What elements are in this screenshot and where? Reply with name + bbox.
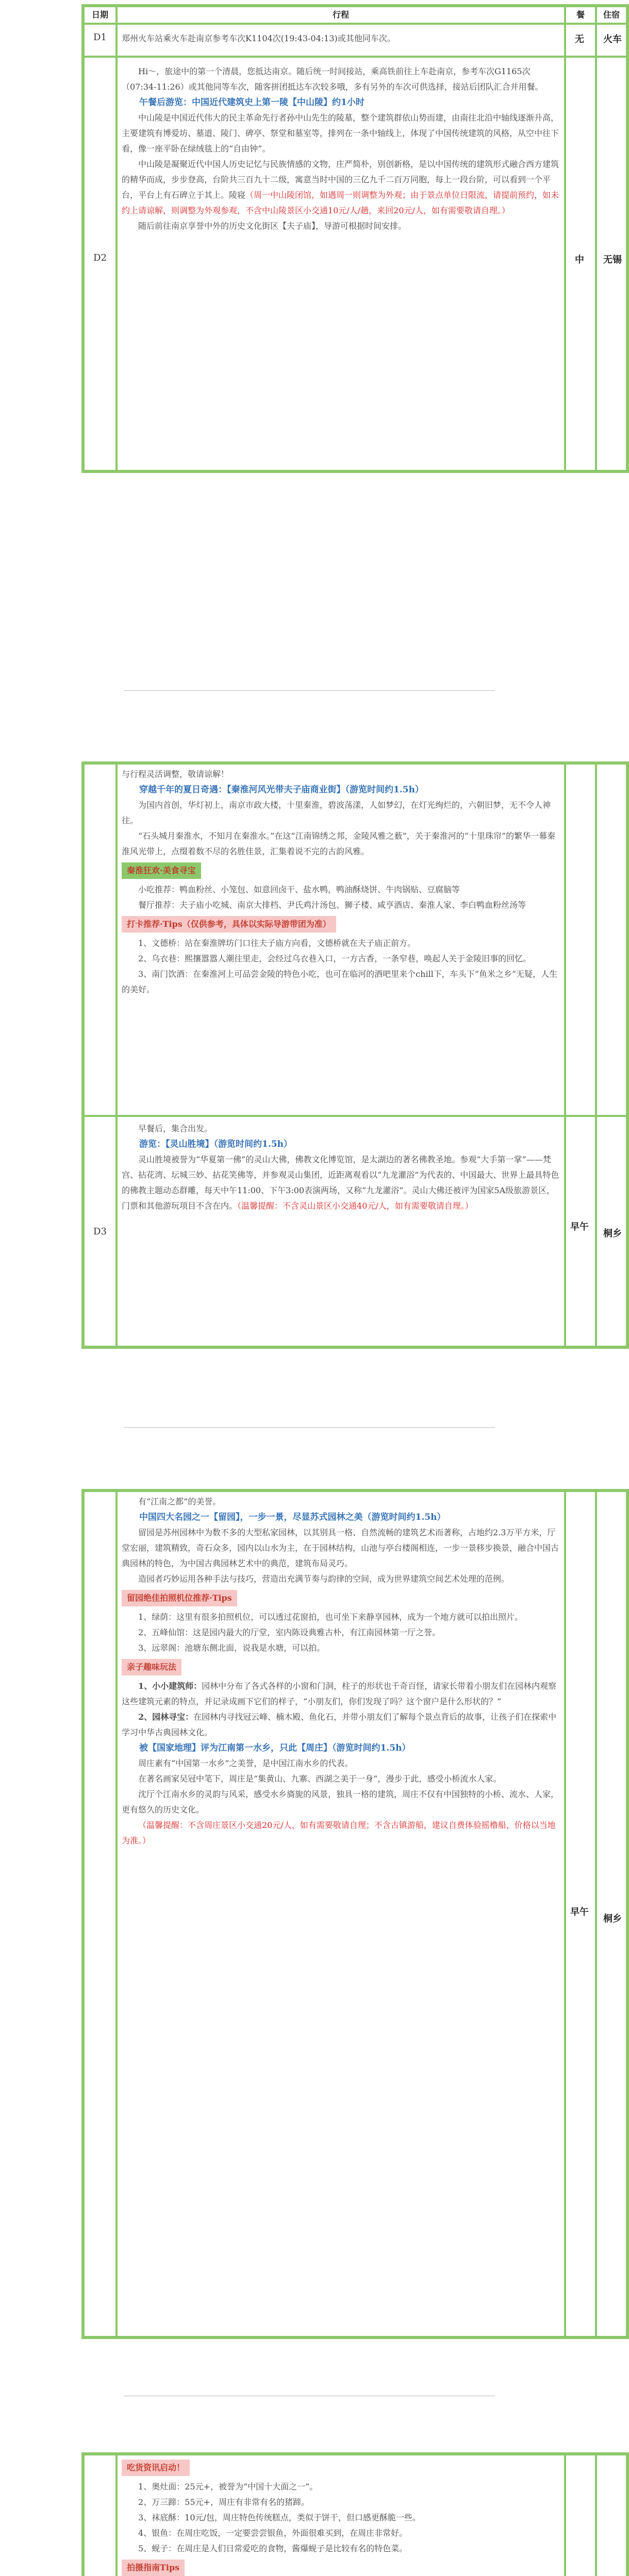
d2-paragraph-2: 中山陵是中国近代伟大的民主革命先行者孙中山先生的陵墓，整个建筑群依山势而建，由南往北沿中轴线逐渐升高，主要建筑有博爱坊、墓道、陵门、碑亭、祭堂和墓室等，排列在一条中轴线上，体现了中国传统建筑的风格，从空中往下看，像一座平卧在绿绒毯上的“自由钟”。 [122, 113, 559, 154]
d3b-meal: 早午 [570, 1907, 589, 1918]
d3-red-note: （温馨提醒：不含灵山景区小交通40元/人，如有需要敬请自理。） [237, 1201, 473, 1211]
page3-tip-3: 3、远翠阁：池塘东侧北面，说我是水塘，可以拍。 [138, 1643, 325, 1653]
tag-foodie: 吃货资讯启动！ [122, 2460, 190, 2476]
d2-day: D2 [93, 252, 107, 263]
page3-tip-2: 2、五峰仙馆：这是园内最大的厅堂，室内陈设典雅古朴，有江南园林第一厅之誉。 [138, 1628, 441, 1637]
page3-paragraph-5: 沈厅个江南水乡的灵韵与风采，感受水乡旖旎的风景，独具一格的建筑，周庄不仅有中国独特的小桥、流水、人家，更有悠久的历史文化。 [122, 1789, 559, 1815]
page3-red-note: （温馨提醒：不含周庄景区小交通20元/人，如有需要敬请自理；不含古镇游船，建议自费体验摇橹船，价格以当地为准。） [122, 1820, 556, 1845]
tag-kids: 亲子趣味玩法 [122, 1659, 181, 1675]
page4-food-4: 4、银鱼：在周庄吃饭，一定要尝尝银鱼，外面很难买到，在周庄非常好。 [138, 2528, 408, 2538]
page3-intro: 有“江南之都”的美誉。 [138, 1497, 221, 1506]
tag-liuyuan-photo: 留园绝佳拍照机位推荐·Tips [122, 1590, 237, 1606]
header-meal: 餐 [576, 10, 585, 20]
header-day: 日期 [91, 10, 108, 20]
page2-title-qinhuai: 穿越千年的夏日奇遇：【秦淮河风光带夫子庙商业街】（游览时间约1.5h） [139, 785, 424, 795]
tag-photo-guide: 拍摄指南Tips [122, 2560, 185, 2576]
d1-day: D1 [93, 32, 107, 43]
page4-food-2: 2、万三蹄：55元+，周庄有非常有名的猪蹄。 [138, 2497, 309, 2507]
header-itinerary: 行程 [332, 10, 349, 20]
page2-tip-1: 1、文德桥：站在秦淮牌坊门口往夫子庙方向看，文德桥就在夫子庙正前方。 [138, 938, 416, 948]
page2-intro: 与行程灵活调整，敬请谅解！ [122, 769, 229, 779]
d2-paragraph-4: 随后前往南京享誉中外的历史文化街区【夫子庙】，导游可根据时间安排。 [138, 221, 407, 231]
tag-food: 秦淮狂欢·美食寻宝 [122, 862, 201, 879]
page2-tip-2: 2、乌衣巷：熙攘嚣嚣人潮往里走，会经过乌衣巷入口，一方古香，一条窄巷，唤起人关于金陵旧事的回忆。 [138, 954, 532, 963]
d3-paragraph-1: 灵山胜境被誉为“华夏第一佛”的灵山大佛，佛教文化博览馆，是太湖边的著名佛教圣地。参观“大手第一掌”——梵宫、拈花湾、坛城三妙、拈花笑佛等，并参观灵山集团，近距离观看以“九龙灌浴”为代表的、中国最大、世界上最具特色的佛教主题动态群雕，每天中午11:00、下午3:00表演两场，又称“九龙灌浴”。灵山大佛还被评为国家5A级旅游景区，门票和其他游玩项目不含在内。（温馨提醒：不含灵山景区小交通40元/人，如有需要敬请自理。） [122, 1155, 559, 1211]
page4-food-5: 5、蚬子：在周庄是人们日常爱吃的食物，酱爆蚬子是比较有名的特色菜。 [138, 2544, 408, 2553]
d1-meal: 无 [575, 34, 584, 45]
page4-food-1: 1、奥灶面：25元+，被誉为“中国十大面之一”。 [138, 2482, 318, 2492]
page2-snacks: 小吃推荐：鸭血粉丝、小笼包、如意回卤干、盐水鸭，鸭油酥烧饼、牛肉锅贴、豆腐脑等 [138, 885, 460, 894]
page3-content [122, 1494, 560, 1849]
page3-paragraph-4: 在著名画家吴冠中笔下，周庄是“集黄山、九寨、西湖之美于一身”，漫步于此，感受小桥流水人家。 [138, 1774, 502, 1784]
page2-paragraph-1: 为国内首创，华灯初上，南京市政大楼，十里秦淮，碧波荡漾，人如梦幻，在灯光绚烂的，六朝旧梦，无不令人神往。 [122, 800, 551, 825]
d3b-hotel: 桐乡 [603, 1913, 622, 1924]
d3-meal: 早午 [570, 1222, 589, 1232]
page2-paragraph-2: “石头城月秦淮水，不知月在秦淮水。”在这“江南锦绣之邦，金陵风雅之薮”，关于秦淮河的“十里珠帘”的繁华一幕秦淮风光带上，点缀着数不尽的名胜佳景，汇集着说不完的古韵风雅。 [122, 831, 556, 856]
d2-title-zhongshanling: 午餐后游览：中国近代建筑史上第一陵【中山陵】约1小时 [139, 97, 365, 108]
page2-content [122, 767, 560, 997]
page2-tip-3: 3、南门饮酒：在秦淮河上可品尝金陵的特色小吃，也可在临河的酒吧里来个chill下，车头下“鱼米之乡”无疑，人生的美好。 [122, 969, 558, 994]
page3-kids-2: 2、园林寻宝：在园林内寻找冠云峰、楠木殿、鱼化石，并带小朋友们了解每个景点背后的故事，让孩子们在探索中学习中华古典园林文化。 [122, 1712, 557, 1737]
page3-title-zhouzhuang: 被【国家地理】评为江南第一水乡，只此【周庄】（游览时间约1.5h） [139, 1743, 411, 1753]
page4-food-3: 3、袜底酥：10元/包，周庄特色传统糕点，类似于饼干，但口感更酥脆一些。 [138, 2513, 421, 2522]
page3-paragraph-3: 周庄素有“中国第一水乡”之美誉，是中国江南水乡的代表。 [138, 1758, 353, 1768]
d3-hotel: 桐乡 [603, 1228, 622, 1239]
d2-red-note: （周一中山陵闭馆，如遇周一则调整为外观；由于景点单位日限流，请提前预约，如未约上请谅解，则调整为外观参观，不含中山陵景区小交通10元/人/趟，来回20元/人，如有需要敬请自理。） [122, 190, 559, 215]
page3-kids-1: 1、小小建筑师：园林中分布了各式各样的小窗和门洞，柱子的形状也千奇百怪，请家长带着小朋友们在园林内观察这些建筑元素的特点，并记录成画下它们的样子，“小朋友们，你们发现了吗？这个窗户是什么形状的？” [122, 1681, 557, 1706]
page3-tip-1: 1、绿荫：这里有很多拍照机位，可以透过花窗拍，也可坐下来静享园林，成为一个地方就可以拍出照片。 [138, 1612, 523, 1622]
d1-hotel: 火车 [603, 34, 622, 45]
d2-meal: 中 [575, 255, 584, 265]
d3-content [122, 1121, 560, 1214]
d3-day: D3 [93, 1226, 107, 1237]
page4-content [122, 2460, 560, 2576]
d3-intro: 早餐后，集合出发。 [138, 1124, 213, 1133]
page2-restaurants: 餐厅推荐：夫子庙小吃城、南京大排档、尹氏鸡汁汤包、狮子楼、咸亨酒店、秦淮人家、李白鸭血粉丝汤等 [138, 900, 526, 910]
header-hotel: 住宿 [603, 10, 620, 20]
page3-title-liuyuan: 中国四大名园之一【留园】，一步一景，尽显苏式园林之美（游览时间约1.5h） [139, 1512, 446, 1522]
d1-text: 郑州火车站乘火车赴南京参考车次K1104次(19:43-04:13)或其他同车次。 [122, 33, 395, 43]
d2-paragraph-1: Hi～，旅途中的第一个清晨，您抵达南京。随后统一时间接站，乘高铁前往上车赴南京，参考车次G1165次（07:34-11:26）或其他同等车次，随客拼团抵达车次较多哦，多有另外的车次可供选择，接站后团队汇合并用餐。 [122, 66, 543, 92]
page3-paragraph-2: 造园者巧妙运用各种手法与技巧，营造出充满节奏与韵律的空间，成为世界建筑空间艺术处理的范例。 [138, 1574, 510, 1584]
page3-paragraph-1: 留园是苏州园林中为数不多的大型私家园林，以其别具一格、自然流畅的建筑艺术而著称，占地约2.3万平方米，厅堂宏丽，建筑精致，奇石众多，园内以山水为主，在于园林结构，山池与亭台楼阁相连，一步一景移步换景，融合中国古典园林的特色，为中国古典园林艺术中的典范，建筑布局灵巧。 [122, 1528, 559, 1568]
d2-hotel: 无锡 [603, 255, 622, 265]
tag-photo-spots: 打卡推荐·Tips（仅供参考，具体以实际导游带团为准） [122, 916, 336, 933]
d2-content [122, 64, 560, 234]
d3-title-lingshan: 游览：【灵山胜境】（游览时间约1.5h） [139, 1139, 292, 1149]
d2-paragraph-3: 中山陵是凝聚近代中国人历史记忆与民族情感的文物，庄严简朴，别创新格，是以中国传统的建筑形式融合西方建筑的精华而成，步步登高，台阶共三百九十二级，寓意当时中国的三亿九千二百万同胞，每上一段台阶，可以看到一个平台，平台上有石碑立于其上。陵寝（周一中山陵闭馆，如遇周一则调整为外观；由于景点单位日限流，请提前预约，如未约上请谅解，则调整为外观参观，不含中山陵景区小交通10元/人/趟，来回20元/人，如有需要敬请自理。） [122, 159, 559, 215]
